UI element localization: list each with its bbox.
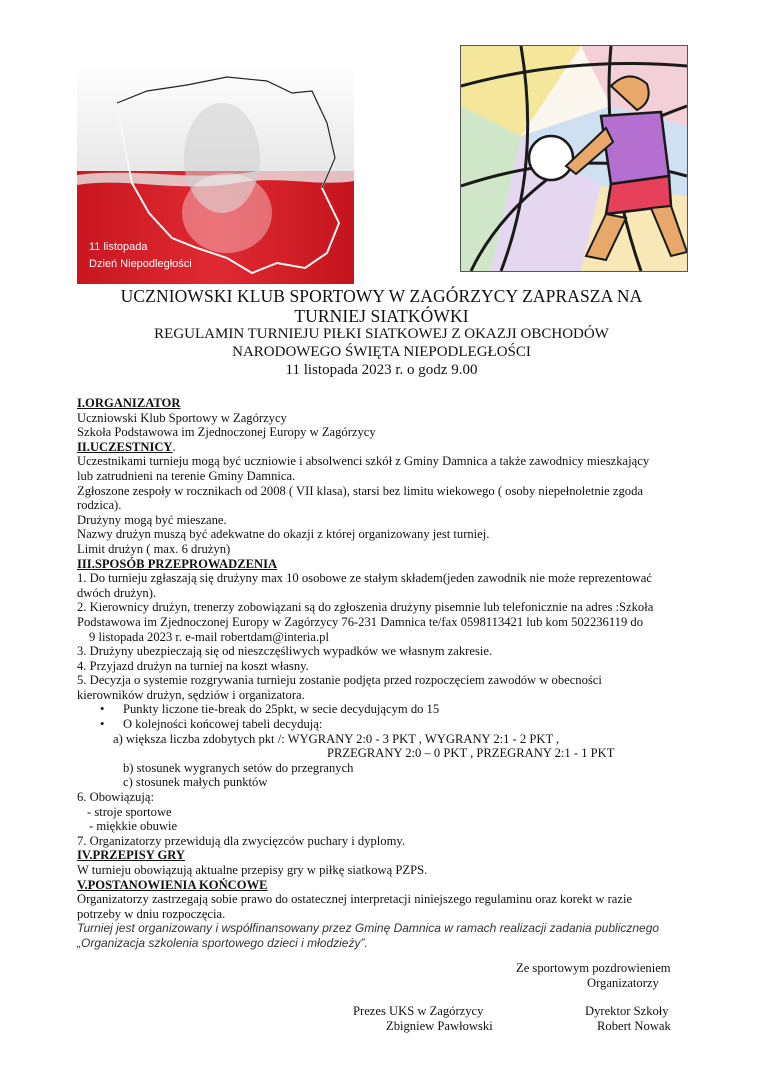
procedure-line: Podstawowa im Zjednoczonej Europy w Zagórzycy 76-231 Damnica te/fax 0598113421 lub kom 502236119 do: [77, 614, 644, 629]
rule-bullet: Punkty liczone tie-break do 25pkt, w secie decydującym do 15: [123, 702, 440, 717]
section-participants-title: II.UCZESTNICY: [77, 439, 173, 454]
section-organizer-title: I.ORGANIZATOR: [77, 396, 181, 410]
section-rules-title: IV.PRZEPISY GRY: [77, 848, 186, 863]
signature-right-name: Robert Nowak: [597, 1019, 671, 1033]
signature-left-name: Zbigniew Pawłowski: [386, 1019, 493, 1033]
procedure-line: 3. Drużyny ubezpieczają się od nieszczęśliwych wypadków we własnym zakresie.: [77, 644, 493, 659]
ranking-criterion-c: c) stosunek małych punktów: [123, 775, 268, 790]
signature-right-role: Dyrektor Szkoły: [585, 1004, 669, 1018]
rules-line: W turnieju obowiązują aktualne przepisy gry w piłkę siatkową PZPS.: [77, 863, 428, 877]
regulations-body: I.ORGANIZATOR Uczniowski Klub Sportowy w Zagórzycy Szkoła Podstawowa im Zjednoczonej Europy w Zagórzycy II.UCZESTNICY. Uczestnikami turnieju mogą być uczniowie i absolwenci szkół z Gminy Damnica a także zawodnicy mieszkający lub zatrudnieni na terenie Gminy Damnica. Zgłoszone zespoły w rocznikach od 2008 ( VII klasa), starsi bez limitu wiekowego ( osoby niepełnoletnie zgoda rodzica). Drużyny mogą być mieszane. Nazwy drużyn muszą być adekwatne do okazji z której organizowany jest turniej. Limit drużyn ( max. 6 drużyn) III.SPOSÓB PRZEPROWADZENIA 1. Do turnieju zgłaszają się drużyny max 10 osobowe ze stałym składem(jeden zawodnik nie może reprezentować dwóch drużyn). 2. Kierownicy drużyn, trenerzy zobowiązani są do zgłoszenia drużyny pisemnie lub telefonicznie na adres :Szkoła Podstawowa im Zjednoczonej Europy w Zagórzycy 76-231 Damnica te/fax 0598113421 lub kom 502236119 do 9 listopada 2023 r. e-mail robertdam@interia.pl 3. Drużyny ubezpieczają się od nieszczęśliwych wypadków we własnym zakresie. 4. Przyjazd drużyn na turniej na koszt własny. 5. Decyzja o systemie rozgrywania turnieju zostanie podjęta przed rozpoczęciem zawodów w obecności kierowników drużyn, sędziów i organizatora. • Punkty liczone tie-break do 25pkt, w secie decydującym do 15 • O kolejności końcowej tabeli decydują: a) większa liczba zdobytych pkt /: WYGRANY 2:0 - 3 PKT , WYGRANY 2:1 - 2 PKT , PRZEGRANY 2:0 – 0 PKT , PRZEGRANY 2:1 - 1 PKT b) stosunek wygranych setów do przegranych c) stosunek małych punktów 6. Obowiązują: - stroje sportowe - miękkie obuwie 7. Organizatorzy przewidują dla zwycięzców puchary i dyplomy. IV.PRZEPISY GRY W turnieju obowiązują aktualne przepisy gry w piłkę siatkową PZPS. V.POSTANOWIENIA KOŃCOWE Organizatorzy zastrzegają sobie prawo do ostatecznej interpretacji niniejszego regulaminu oraz korekt w razie potrzeby w dniu rozpoczęcia. Turniej jest organizowany i współfinansowany przez Gminę Damnica w ramach realizacji zadania publicznego „Organizacja szkolenia sportowego dzieci i młodzieży”.: [77, 396, 697, 951]
procedure-line: 1. Do turnieju zgłaszają się drużyny max 10 osobowe ze stałym składem(jeden zawodnik nie może reprezentować: [77, 571, 652, 586]
organizer-line: Szkoła Podstawowa im Zjednoczonej Europy w Zagórzycy: [77, 425, 376, 440]
event-date: 11 listopada 2023 r. o godz 9.00: [285, 362, 478, 378]
title-line-1: UCZNIOWSKI KLUB SPORTOWY W ZAGÓRZYCY ZAPRASZA NA: [120, 286, 643, 306]
funding-note: Turniej jest organizowany i współfinansowany przez Gminę Damnica w ramach realizacji zadania publicznego: [77, 921, 660, 936]
subtitle-line-1: REGULAMIN TURNIEJU PIŁKI SIATKOWEJ Z OKAZJI OBCHODÓW: [154, 326, 609, 342]
section-final-provisions-title: V.POSTANOWIENIA KOŃCOWE: [77, 877, 268, 892]
procedure-line: kierowników drużyn, sędziów i organizatora.: [77, 687, 305, 702]
final-provisions-line: potrzeby w dniu rozpoczęcia.: [77, 906, 226, 921]
participants-line: Uczestnikami turnieju mogą być uczniowie i absolwenci szkół z Gminy Damnica a także zawodnicy mieszkający: [77, 454, 650, 469]
participants-line: Limit drużyn ( max. 6 drużyn): [77, 541, 231, 556]
ranking-criterion-a: a) większa liczba zdobytych pkt /: WYGRANY 2:0 - 3 PKT , WYGRANY 2:1 - 2 PKT ,: [113, 731, 560, 746]
volleyball-illustration: [461, 46, 687, 271]
participants-line: Zgłoszone zespoły w rocznikach od 2008 ( VII klasa), starsi bez limitu wiekowego ( osoby niepełnoletnie zgoda: [77, 483, 643, 498]
procedure-line: 9 listopada 2023 r. e-mail robertdam@interia.pl: [89, 629, 329, 644]
final-provisions-line: Organizatorzy zastrzegają sobie prawo do ostatecznej interpretacji niniejszego regulaminu oraz korekt w razie: [77, 892, 633, 907]
procedure-line: 5. Decyzja o systemie rozgrywania turnieju zostanie podjęta przed rozpoczęciem zawodów w obecności: [77, 673, 602, 688]
badge-label: Dzień Niepodległości: [89, 258, 192, 270]
funding-note: „Organizacja szkolenia sportowego dzieci i młodzieży”.: [77, 935, 368, 950]
section-procedure-title: III.SPOSÓB PRZEPROWADZENIA: [77, 556, 278, 571]
title-line-2: TURNIEJ SIATKÓWKI: [294, 306, 469, 326]
equipment-item: - miękkie obuwie: [89, 819, 178, 834]
organizer-line: Uczniowski Klub Sportowy w Zagórzycy: [77, 410, 287, 425]
signature-left-role: Prezes UKS w Zagórzycy: [353, 1004, 484, 1018]
subtitle-line-2: NARODOWEGO ŚWIĘTA NIEPODLEGŁOŚCI: [232, 344, 531, 360]
procedure-line: 7. Organizatorzy przewidują dla zwycięzców puchary i dyplomy.: [77, 833, 406, 848]
independence-day-image: [77, 63, 354, 284]
participants-line: Drużyny mogą być mieszane.: [77, 512, 227, 527]
procedure-line: 4. Przyjazd drużyn na turniej na koszt własny.: [77, 658, 309, 673]
volleyball-player-image: [460, 45, 688, 272]
participants-line: rodzica).: [77, 498, 122, 513]
closing-organizers: Organizatorzy: [587, 976, 659, 990]
procedure-line: 6. Obowiązują:: [77, 790, 154, 805]
equipment-item: - stroje sportowe: [87, 804, 172, 819]
ranking-criterion-b: b) stosunek wygranych setów do przegranych: [123, 760, 354, 775]
procedure-line: dwóch drużyn).: [77, 585, 157, 600]
closing-greeting: Ze sportowym pozdrowieniem: [516, 961, 671, 975]
procedure-line: 2. Kierownicy drużyn, trenerzy zobowiązani są do zgłoszenia drużyny pisemnie lub telefonicznie na adres :Szkoła: [77, 600, 654, 615]
badge-date: 11 listopada: [89, 241, 148, 253]
participants-line: lub zatrudnieni na terenie Gminy Damnica.: [77, 468, 296, 483]
ranking-criterion-a-cont: PRZEGRANY 2:0 – 0 PKT , PRZEGRANY 2:1 - 1 PKT: [327, 746, 615, 761]
participants-line: Nazwy drużyn muszą być adekwatne do okazji z której organizowany jest turniej.: [77, 527, 490, 542]
rule-bullet: O kolejności końcowej tabeli decydują:: [123, 717, 323, 732]
